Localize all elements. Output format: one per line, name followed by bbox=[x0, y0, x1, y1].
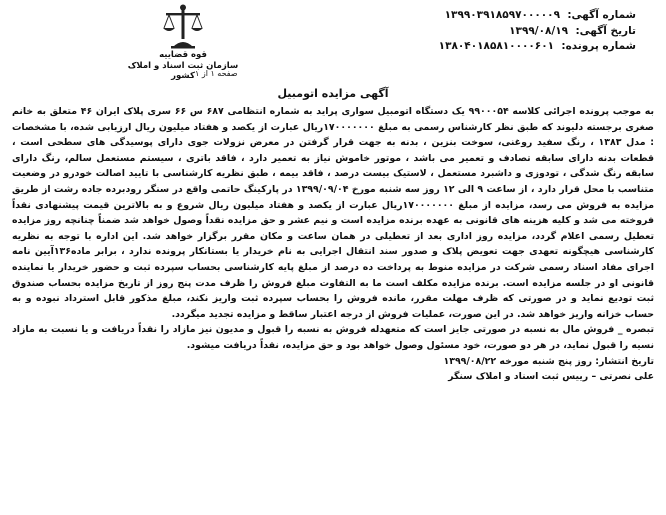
notice-number-row bbox=[396, 8, 636, 24]
org-name-judiciary: قوه قضاییه bbox=[159, 50, 207, 60]
notice-date-row bbox=[396, 24, 636, 40]
signature: علی نصرتی – رییس ثبت اسناد و املاک سنگر bbox=[448, 371, 654, 383]
page-title: آگهی مزایده اتومبیل bbox=[277, 87, 389, 100]
scales-of-justice-icon bbox=[161, 3, 205, 49]
notice-number-label: شماره آگهی: bbox=[567, 9, 636, 21]
file-number-row bbox=[396, 39, 636, 55]
file-number-label: شماره پرونده: bbox=[561, 40, 636, 52]
notice-body bbox=[12, 104, 654, 385]
notice-number: ۱۳۹۹۰۳۹۱۸۵۹۷۰۰۰۰۰۹ bbox=[444, 9, 560, 21]
main-paragraph: به موجب پرونده اجرائی کلاسه ۹۹۰۰۰۵۴ یک دستگاه اتومبیل سواری پراید به شماره انتظامی ۶۸۷ س ۶۶ سری پلاک ایران ۴۶ متعلق به خانم صغری برجسته دلیوند که طبق نظر کارشناس رسمی به مبلغ ۱۷۰۰۰۰۰۰۰ریال عبارت از یکصد و هفتاد میلیون ریال ارزیابی شده، با مشخصات : مدل ۱۳۸۳ ، رنگ سفید روغنی، سوخت بنزین ، بدنه به جهت قرار گرفتن در معرض نزولات جوی دارای پوسیدگی های سطحی است ، قطعات بدنه دارای سابقه تصادف و تعمیر می باشد ، موتور خاموش نیاز به تعمیر دارد ، فاقد باتری ، سیستم مستعمل سالم، رنگ دارای سابقه رنگ شدگی ، تودوزی و داشبرد مستعمل ، لاستیک بیست درصد ، فاقد بیمه ، طبق نظریه کارشناسی با تایید اصالت خودرو در وضعیت متناسب با محل قرار دارد ، از ساعت ۹ الی ۱۲ روز سه شنبه مورخ ۱۳۹۹/۰۹/۰۴ در پارکینگ حاتمی واقع در سنگر رودبرده جاده رشت از طریق مزایده به فروش می رسد، مزایده از مبلغ ۱۷۰۰۰۰۰۰۰ریال عبارت از یکصد و هفتاد میلیون ریال شروع و به بالاترین قیمت پیشنهادی نقداً فروخته می شد و کلیه هزینه های قانونی به عهده برنده مزایده است و نیم عشر و حق مزایده نقداً وصول خواهد شد ضمناً چنانچه روز مزایده تعطیل رسمی اعلام گردد، مزایده روز اداری بعد از تعطیلی در همان ساعت و مکان مقرر برگزار خواهد شد. این اداره با توجه به نظریه کارشناسی هیچگونه تعهدی جهت تعویض پلاک و صدور سند انتقال اجرایی به نام خریدار یا بستانکار پرونده ندارد ، برابر ماده۱۳۶آیین نامه اجرای مفاد اسناد رسمی شرکت در مزایده منوط به پرداخت ده درصد از مبلغ پایه کارشناسی بحساب سپرده ثبت و حضور خریدار یا نماینده قانونی او در جلسه مزایده است. برنده مزایده مکلف است ما به التفاوت مبلغ فروش را ظرف مدت پنج روز از تاریخ مزایده بحساب صندوق ثبت توديع نمايد و در صورتی که ظرف مهلت مقرر، مانده فروش را بحساب سپرده ثبت واریز نکند، مبلغ مذکور قابل استرداد نبوده و به حساب خزانه واریز خواهد شد. در این صورت، عملیات فروش از درجه اعتبار ساقط و مزایده تجدید میگردد. bbox=[12, 106, 654, 320]
file-number: ۱۳۸۰۴۰۱۸۵۸۱۰۰۰۰۶۰۱ bbox=[438, 40, 555, 52]
publish-date: تاریخ انتشار: روز پنج شنبه مورخه ۱۳۹۹/۰۸/۲۲ bbox=[443, 355, 654, 367]
notice-date-label: تاریخ آگهی: bbox=[575, 24, 636, 37]
org-name-registry: سازمان ثبت اسناد و املاک کشور bbox=[127, 61, 239, 81]
notice-header bbox=[396, 8, 636, 55]
page-indicator: صفحه ۱ از ۱ bbox=[195, 69, 238, 78]
notice-date: ۱۳۹۹/۰۸/۱۹ bbox=[509, 24, 569, 37]
note-paragraph: تبصره _ فروش مال به نسبه در صورتی جایز است که متعهدله فروش به نسبه را قبول و مدیون نیز مازاد را نقداً دریافت و یا نسبت به مازاد نسیه را قبول نماید، در هر دو صورت، خود مسئول وصول خواهد بود و حق مزایده، نقداً دریافت میشود. bbox=[12, 324, 654, 351]
